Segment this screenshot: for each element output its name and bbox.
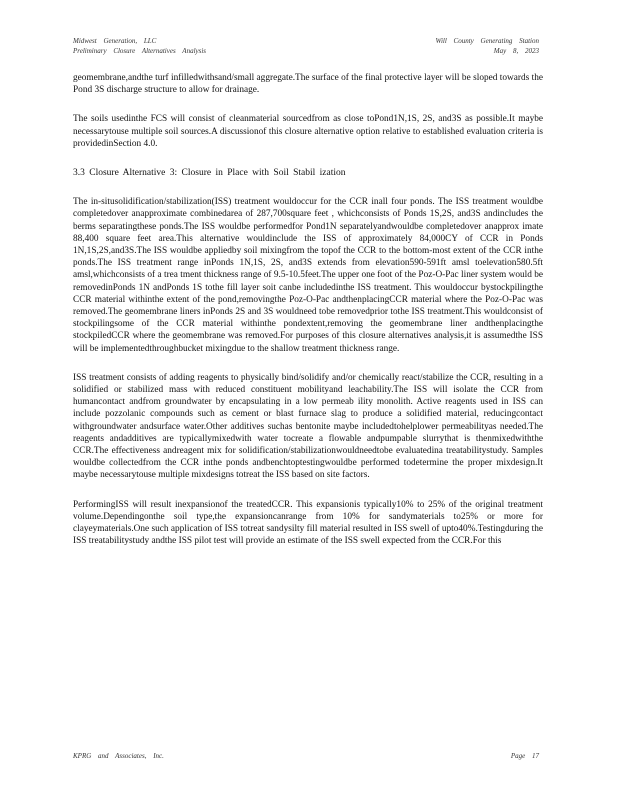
header-right — [436, 36, 539, 56]
footer-company: KPRG and Associates, Inc. — [73, 752, 164, 760]
paragraph-iss-expansion: PerformingISS will result inexpansionof the treatedCCR. This expansionis typically10% to 25% of the original treatment volume.Dependingonthe soil type,the expansioncanrange from 10% for sandymaterials to25% or more for clayeymaterials.One such application of ISS totreat sandysilty fill material resulted in ISS swell of upto40%.Testingduring the ISS treatabilitystudy andthe ISS pilot test will provide an estimate of the ISS swell expected from the CCR.For this — [73, 499, 543, 547]
section-heading: 3.3 Closure Alternative 3: Closure in Place with Soil Stabil ization — [73, 168, 346, 179]
header-company: Midwest Generation, LLC — [73, 37, 157, 45]
paragraph-iss-reagents: ISS treatment consists of adding reagents to physically bind/solidify and/or chemically react/stabilize the CCR, resulting in a solidified or stabilized mass with reduced constituent mobilityand leachability.The ISS will isolate the CCR from humancontact andfrom groundwater by encapsulating in a low permeab ility monolith. Active reagents used in ISS can include pozzolanic compounds such as cement or blast furnace slag to produce a solidified material, reducingcontact withgroundwater andsurface water.Other additives suchas bentonite maybe includedtohelplower permeabilityas needed.The reagents andadditives are typicallymixedwith water tocreate a flowable andpumpable slurrythat is thenmixedwiththe CCR.The effectiveness andreagent mix for solidification/stabilizationwouldneedtobe evaluatedina treatabilitystudy. Samples wouldbe collectedfrom the CCR inthe ponds andbenchtoptestingwouldbe performed todetermine the proper mixdesign.It maybe necessarytouse multiple mixdesigns totreat the ISS based on site factors. — [73, 372, 543, 481]
header-left — [73, 36, 206, 56]
paragraph-protective-layer: geomembrane,andthe turf infilledwithsand/small aggregate.The surface of the final protective layer will be sloped towards the Pond 3S discharge structure to allow for drainage. — [73, 73, 543, 96]
header-report-title: Preliminary Closure Alternatives Analysis — [73, 47, 207, 55]
paragraph-soil-sources: The soils usedinthe FCS will consist of cleanmaterial sourcedfrom as close toPond1N,1S, 2S, and3S as possible.It maybe necessarytouse multiple soil sources.A discussionof this closure alternative option relative to established evaluation criteria is providedinSection 4.0. — [73, 114, 543, 149]
header-site-name: Will County Generating Station — [435, 37, 539, 45]
document-body — [73, 72, 543, 565]
page-number: Page 17 — [510, 752, 539, 760]
paragraph-iss-overview: The in-situsolidification/stabilization(ISS) treatment wouldoccur for the CCR inall four ponds. The ISS treatment wouldbe completedover anapproximate combinedarea of 287,700square feet , whichconsists of Ponds 1S,2S, and3S andincludes the berms separatingthese ponds.The ISS wouldbe performedfor Pond1N separatelyandwouldbe completedover anapprox imate 88,400 square feet area.This alternative wouldinclude the ISS of approximately 84,000CY of CCR in Ponds 1N,1S,2S,and3S.The ISS wouldbe appliedby soil mixingfrom the topof the CCR to the bottom-most extent of the CCR inthe ponds.The ISS treatment range inPonds 1N,1S, 2S, and3S extends from elevation590-591ft amsl toelevation580.5ft amsl,whichconsists of a trea tment thickness range of 9.5-10.5feet.The upper one foot of the Poz-O-Pac liner system would be removedinPonds 1N andPonds 1S tothe fill layer soit canbe includedinthe ISS treatment. This wouldoccur bystockpilingthe CCR material withinthe extent of the pond,removingthe Poz-O-Pac andthenplacingCCR material where the Poz-O-Pac was removed.The geomembrane liners inPonds 2S and 3S wouldneed tobe removedprior tothe ISS treatment.This wouldconsist of stockpilingsome of the CCR material withinthe pondextent,removing the geomembrane liner andthenplacingthe stockpiledCCR where the geomembrane was removed.For purposes of this closure alternatives analysis,it is assumedthe ISS will be implementedthroughbucket mixingdue to the shallow treatment thickness range. — [73, 197, 543, 354]
header-date: May 8, 2023 — [493, 47, 539, 55]
